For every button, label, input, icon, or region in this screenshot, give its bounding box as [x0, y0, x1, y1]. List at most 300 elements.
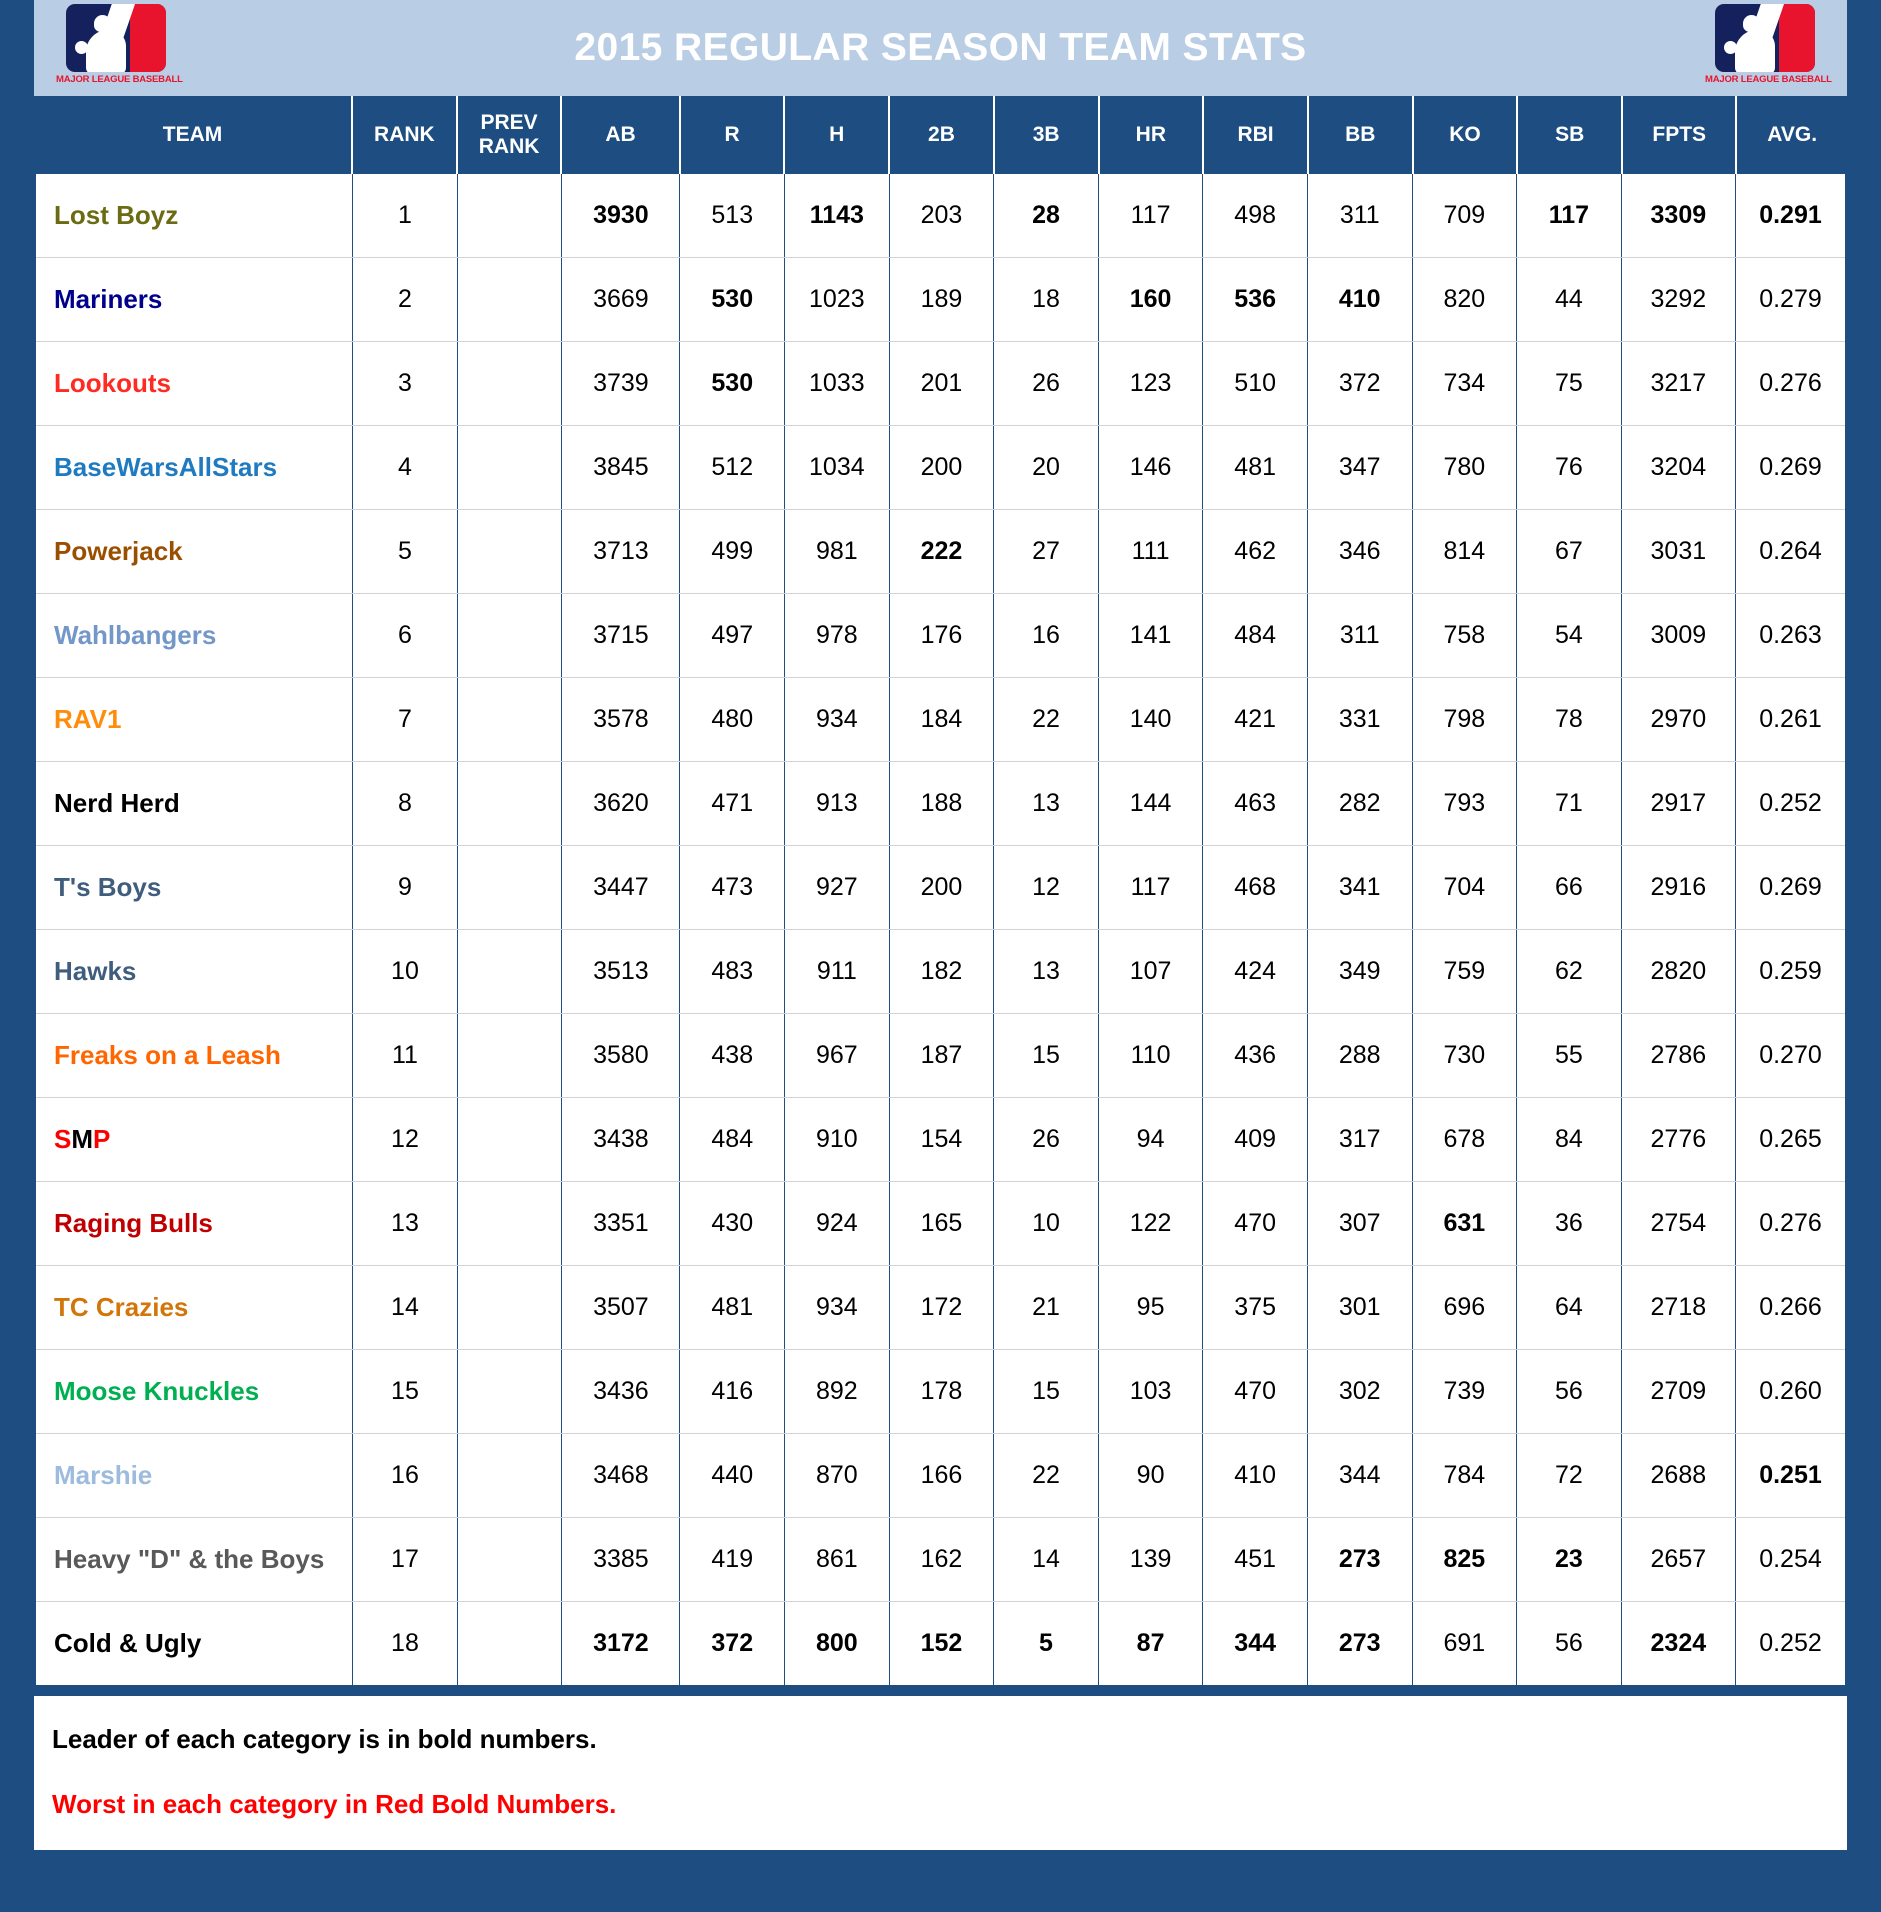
cell-r: 483: [680, 930, 785, 1014]
cell-fpts: 3309: [1621, 174, 1735, 258]
cell-bb: 307: [1307, 1182, 1412, 1266]
cell-r: 484: [680, 1098, 785, 1182]
cell-bb: 301: [1307, 1266, 1412, 1350]
cell-team-name: Mariners: [35, 258, 353, 342]
cell-sb: 36: [1517, 1182, 1622, 1266]
legend-leader-note: Leader of each category is in bold numbers.: [52, 1724, 597, 1754]
table-row: [35, 762, 1846, 846]
cell-fpts: 2917: [1621, 762, 1735, 846]
cell-team-name: Heavy "D" & the Boys: [35, 1518, 353, 1602]
cell-avg: 0.254: [1735, 1518, 1846, 1602]
cell-sb: 71: [1517, 762, 1622, 846]
cell-bb: 282: [1307, 762, 1412, 846]
cell-ab: 3578: [562, 678, 680, 762]
cell-sb: 84: [1517, 1098, 1622, 1182]
cell-h: 1143: [785, 174, 890, 258]
cell-b2: 182: [889, 930, 994, 1014]
cell-sb: 67: [1517, 510, 1622, 594]
page-title: 2015 REGULAR SEASON TEAM STATS: [574, 26, 1307, 69]
cell-avg: 0.270: [1735, 1014, 1846, 1098]
table-row: [35, 1266, 1846, 1350]
col-header-2b[interactable]: 2B: [889, 96, 994, 174]
cell-ab: 3580: [562, 1014, 680, 1098]
table-row: [35, 426, 1846, 510]
cell-rank: 2: [353, 258, 458, 342]
cell-b3: 26: [994, 1098, 1099, 1182]
cell-h: 913: [785, 762, 890, 846]
cell-r: 471: [680, 762, 785, 846]
cell-bb: 311: [1307, 594, 1412, 678]
cell-prev: [457, 846, 562, 930]
cell-ab: 3351: [562, 1182, 680, 1266]
cell-fpts: 2718: [1621, 1266, 1735, 1350]
col-header-prev-rank[interactable]: [457, 96, 562, 174]
cell-fpts: 2324: [1621, 1602, 1735, 1687]
cell-sb: 64: [1517, 1266, 1622, 1350]
cell-ab: 3447: [562, 846, 680, 930]
col-header-rank[interactable]: RANK: [352, 96, 457, 174]
cell-rbi: 510: [1203, 342, 1308, 426]
cell-fpts: 2776: [1621, 1098, 1735, 1182]
cell-sb: 78: [1517, 678, 1622, 762]
cell-sb: 117: [1517, 174, 1622, 258]
cell-rbi: 463: [1203, 762, 1308, 846]
cell-ko: 730: [1412, 1014, 1517, 1098]
cell-ko: 758: [1412, 594, 1517, 678]
cell-sb: 66: [1517, 846, 1622, 930]
cell-ko: 793: [1412, 762, 1517, 846]
cell-b3: 5: [994, 1602, 1099, 1687]
table-row: [35, 1098, 1846, 1182]
cell-hr: 160: [1098, 258, 1203, 342]
table-row: [35, 174, 1846, 258]
cell-b2: 154: [889, 1098, 994, 1182]
cell-r: 512: [680, 426, 785, 510]
cell-sb: 62: [1517, 930, 1622, 1014]
cell-rbi: 410: [1203, 1434, 1308, 1518]
cell-rbi: 468: [1203, 846, 1308, 930]
cell-h: 927: [785, 846, 890, 930]
cell-rank: 6: [353, 594, 458, 678]
cell-prev: [457, 930, 562, 1014]
cell-bb: 311: [1307, 174, 1412, 258]
cell-rank: 3: [353, 342, 458, 426]
cell-b3: 15: [994, 1014, 1099, 1098]
cell-b3: 26: [994, 342, 1099, 426]
cell-b2: 200: [889, 426, 994, 510]
cell-bb: 410: [1307, 258, 1412, 342]
cell-rbi: 451: [1203, 1518, 1308, 1602]
cell-hr: 140: [1098, 678, 1203, 762]
stats-table-body: [34, 174, 1847, 1687]
cell-r: 481: [680, 1266, 785, 1350]
cell-fpts: 2916: [1621, 846, 1735, 930]
cell-prev: [457, 1266, 562, 1350]
cell-sb: 75: [1517, 342, 1622, 426]
cell-ab: 3713: [562, 510, 680, 594]
cell-prev: [457, 1602, 562, 1687]
cell-b3: 15: [994, 1350, 1099, 1434]
stats-table-body-wrap: [34, 174, 1847, 1687]
cell-team-name: TC Crazies: [35, 1266, 353, 1350]
cell-r: 499: [680, 510, 785, 594]
cell-fpts: 2688: [1621, 1434, 1735, 1518]
cell-team-name: Powerjack: [35, 510, 353, 594]
cell-prev: [457, 1350, 562, 1434]
cell-h: 934: [785, 1266, 890, 1350]
mlb-logo-right-text: MAJOR LEAGUE BASEBALL: [1705, 74, 1832, 85]
cell-rank: 5: [353, 510, 458, 594]
cell-rbi: 462: [1203, 510, 1308, 594]
cell-fpts: 2970: [1621, 678, 1735, 762]
cell-hr: 146: [1098, 426, 1203, 510]
cell-rbi: 484: [1203, 594, 1308, 678]
cell-rbi: 470: [1203, 1350, 1308, 1434]
cell-ab: 3669: [562, 258, 680, 342]
cell-hr: 90: [1098, 1434, 1203, 1518]
table-row: [35, 1014, 1846, 1098]
cell-avg: 0.291: [1735, 174, 1846, 258]
col-header-r[interactable]: R: [680, 96, 785, 174]
cell-b3: 10: [994, 1182, 1099, 1266]
cell-rank: 9: [353, 846, 458, 930]
cell-ko: 739: [1412, 1350, 1517, 1434]
cell-hr: 117: [1098, 174, 1203, 258]
cell-b2: 201: [889, 342, 994, 426]
cell-team-name: Cold & Ugly: [35, 1602, 353, 1687]
cell-ko: 759: [1412, 930, 1517, 1014]
col-header-ko[interactable]: KO: [1413, 96, 1518, 174]
page-banner: [34, 0, 1847, 96]
cell-h: 967: [785, 1014, 890, 1098]
cell-r: 430: [680, 1182, 785, 1266]
cell-b3: 14: [994, 1518, 1099, 1602]
cell-ko: 704: [1412, 846, 1517, 930]
cell-b2: 188: [889, 762, 994, 846]
cell-fpts: 2820: [1621, 930, 1735, 1014]
cell-prev: [457, 510, 562, 594]
cell-avg: 0.252: [1735, 762, 1846, 846]
cell-hr: 103: [1098, 1350, 1203, 1434]
cell-h: 981: [785, 510, 890, 594]
cell-b2: 162: [889, 1518, 994, 1602]
cell-sb: 54: [1517, 594, 1622, 678]
cell-ko: 709: [1412, 174, 1517, 258]
cell-h: 1023: [785, 258, 890, 342]
cell-hr: 123: [1098, 342, 1203, 426]
cell-h: 978: [785, 594, 890, 678]
cell-rank: 4: [353, 426, 458, 510]
cell-b2: 200: [889, 846, 994, 930]
cell-r: 530: [680, 258, 785, 342]
cell-team-name: Nerd Herd: [35, 762, 353, 846]
cell-bb: 273: [1307, 1602, 1412, 1687]
col-header-fpts[interactable]: FPTS: [1622, 96, 1736, 174]
cell-b3: 22: [994, 678, 1099, 762]
cell-prev: [457, 1518, 562, 1602]
cell-avg: 0.279: [1735, 258, 1846, 342]
cell-rbi: 375: [1203, 1266, 1308, 1350]
cell-avg: 0.265: [1735, 1098, 1846, 1182]
cell-h: 911: [785, 930, 890, 1014]
cell-sb: 55: [1517, 1014, 1622, 1098]
cell-avg: 0.259: [1735, 930, 1846, 1014]
cell-bb: 349: [1307, 930, 1412, 1014]
col-header-3b[interactable]: 3B: [994, 96, 1099, 174]
col-header-rbi[interactable]: RBI: [1203, 96, 1308, 174]
cell-h: 892: [785, 1350, 890, 1434]
cell-bb: 288: [1307, 1014, 1412, 1098]
cell-rank: 1: [353, 174, 458, 258]
cell-r: 513: [680, 174, 785, 258]
cell-r: 480: [680, 678, 785, 762]
cell-b3: 22: [994, 1434, 1099, 1518]
cell-prev: [457, 342, 562, 426]
cell-bb: 344: [1307, 1434, 1412, 1518]
col-header-sb[interactable]: SB: [1517, 96, 1622, 174]
cell-rank: 16: [353, 1434, 458, 1518]
cell-ko: 798: [1412, 678, 1517, 762]
cell-r: 438: [680, 1014, 785, 1098]
cell-h: 910: [785, 1098, 890, 1182]
cell-avg: 0.263: [1735, 594, 1846, 678]
cell-h: 861: [785, 1518, 890, 1602]
cell-bb: 341: [1307, 846, 1412, 930]
cell-bb: 347: [1307, 426, 1412, 510]
col-header-ab[interactable]: AB: [561, 96, 679, 174]
cell-r: 440: [680, 1434, 785, 1518]
cell-avg: 0.260: [1735, 1350, 1846, 1434]
col-header-hr[interactable]: HR: [1099, 96, 1204, 174]
cell-b2: 184: [889, 678, 994, 762]
cell-fpts: 3009: [1621, 594, 1735, 678]
table-row: [35, 1182, 1846, 1266]
cell-r: 416: [680, 1350, 785, 1434]
cell-rank: 8: [353, 762, 458, 846]
cell-ab: 3436: [562, 1350, 680, 1434]
cell-team-name: RAV1: [35, 678, 353, 762]
cell-rbi: 344: [1203, 1602, 1308, 1687]
cell-sb: 56: [1517, 1350, 1622, 1434]
cell-b2: 187: [889, 1014, 994, 1098]
cell-prev: [457, 678, 562, 762]
cell-avg: 0.264: [1735, 510, 1846, 594]
table-row: [35, 1434, 1846, 1518]
cell-b3: 21: [994, 1266, 1099, 1350]
cell-h: 924: [785, 1182, 890, 1266]
col-header-bb[interactable]: BB: [1308, 96, 1413, 174]
cell-rank: 14: [353, 1266, 458, 1350]
cell-prev: [457, 258, 562, 342]
cell-rank: 15: [353, 1350, 458, 1434]
cell-b2: 152: [889, 1602, 994, 1687]
cell-rbi: 536: [1203, 258, 1308, 342]
cell-b2: 222: [889, 510, 994, 594]
col-header-team[interactable]: TEAM: [34, 96, 352, 174]
cell-rank: 17: [353, 1518, 458, 1602]
cell-bb: 346: [1307, 510, 1412, 594]
cell-prev: [457, 1182, 562, 1266]
cell-bb: 372: [1307, 342, 1412, 426]
cell-ko: 820: [1412, 258, 1517, 342]
cell-team-name: T's Boys: [35, 846, 353, 930]
cell-avg: 0.269: [1735, 846, 1846, 930]
cell-b2: 203: [889, 174, 994, 258]
cell-hr: 110: [1098, 1014, 1203, 1098]
cell-rbi: 421: [1203, 678, 1308, 762]
table-row: [35, 846, 1846, 930]
cell-sb: 23: [1517, 1518, 1622, 1602]
cell-h: 1033: [785, 342, 890, 426]
cell-team-name: Raging Bulls: [35, 1182, 353, 1266]
cell-team-name: Hawks: [35, 930, 353, 1014]
cell-b3: 18: [994, 258, 1099, 342]
cell-hr: 94: [1098, 1098, 1203, 1182]
table-row: [35, 342, 1846, 426]
cell-b3: 13: [994, 930, 1099, 1014]
cell-team-name: Lost Boyz: [35, 174, 353, 258]
cell-team-name: Freaks on a Leash: [35, 1014, 353, 1098]
cell-team-name: Marshie: [35, 1434, 353, 1518]
cell-rank: 11: [353, 1014, 458, 1098]
cell-hr: 139: [1098, 1518, 1203, 1602]
cell-r: 419: [680, 1518, 785, 1602]
cell-fpts: 2709: [1621, 1350, 1735, 1434]
stats-table-header: [34, 96, 1847, 174]
cell-prev: [457, 762, 562, 846]
cell-ab: 3172: [562, 1602, 680, 1687]
col-header-avg[interactable]: AVG.: [1736, 96, 1847, 174]
cell-ab: 3468: [562, 1434, 680, 1518]
cell-prev: [457, 426, 562, 510]
cell-ab: 3385: [562, 1518, 680, 1602]
cell-rbi: 481: [1203, 426, 1308, 510]
cell-b3: 16: [994, 594, 1099, 678]
cell-fpts: 3217: [1621, 342, 1735, 426]
cell-rank: 13: [353, 1182, 458, 1266]
cell-b3: 20: [994, 426, 1099, 510]
mlb-logo-right-icon: [1705, 2, 1832, 94]
cell-ab: 3438: [562, 1098, 680, 1182]
cell-b3: 12: [994, 846, 1099, 930]
cell-ab: 3930: [562, 174, 680, 258]
cell-team-name: Lookouts: [35, 342, 353, 426]
cell-ko: 691: [1412, 1602, 1517, 1687]
cell-hr: 87: [1098, 1602, 1203, 1687]
table-row: [35, 1518, 1846, 1602]
cell-prev: [457, 174, 562, 258]
cell-avg: 0.276: [1735, 1182, 1846, 1266]
cell-bb: 273: [1307, 1518, 1412, 1602]
cell-sb: 44: [1517, 258, 1622, 342]
cell-h: 870: [785, 1434, 890, 1518]
table-row: [35, 930, 1846, 1014]
cell-rank: 12: [353, 1098, 458, 1182]
cell-b3: 28: [994, 174, 1099, 258]
cell-rbi: 470: [1203, 1182, 1308, 1266]
cell-h: 800: [785, 1602, 890, 1687]
cell-bb: 302: [1307, 1350, 1412, 1434]
col-header-h[interactable]: H: [784, 96, 889, 174]
cell-sb: 56: [1517, 1602, 1622, 1687]
mlb-logo-left-text: MAJOR LEAGUE BASEBALL: [56, 74, 183, 85]
cell-r: 372: [680, 1602, 785, 1687]
cell-b2: 178: [889, 1350, 994, 1434]
cell-hr: 111: [1098, 510, 1203, 594]
table-row: [35, 1602, 1846, 1687]
table-row: [35, 510, 1846, 594]
cell-team-name: Moose Knuckles: [35, 1350, 353, 1434]
col-header-prev-rank-line2: RANK: [478, 135, 540, 158]
legend-notes: [34, 1696, 1847, 1850]
cell-ab: 3513: [562, 930, 680, 1014]
cell-team-name: BaseWarsAllStars: [35, 426, 353, 510]
cell-rbi: 409: [1203, 1098, 1308, 1182]
cell-bb: 331: [1307, 678, 1412, 762]
col-header-prev-rank-line1: PREV: [480, 111, 538, 135]
cell-avg: 0.269: [1735, 426, 1846, 510]
table-row: [35, 258, 1846, 342]
cell-ko: 734: [1412, 342, 1517, 426]
cell-avg: 0.252: [1759, 1629, 1822, 1657]
cell-avg: 0.261: [1735, 678, 1846, 762]
cell-b2: 176: [889, 594, 994, 678]
cell-rbi: 436: [1203, 1014, 1308, 1098]
cell-fpts: 2657: [1621, 1518, 1735, 1602]
cell-ko: 678: [1412, 1098, 1517, 1182]
cell-b3: 13: [994, 762, 1099, 846]
cell-h: 1034: [785, 426, 890, 510]
cell-ko: 696: [1412, 1266, 1517, 1350]
cell-hr: 122: [1098, 1182, 1203, 1266]
cell-prev: [457, 594, 562, 678]
cell-avg: 0.266: [1735, 1266, 1846, 1350]
cell-ab: 3739: [562, 342, 680, 426]
cell-prev: [457, 1014, 562, 1098]
cell-ab: 3715: [562, 594, 680, 678]
cell-fpts: 3031: [1621, 510, 1735, 594]
legend-worst-note: Worst in each category in Red Bold Numbers.: [52, 1789, 617, 1819]
cell-sb: 72: [1517, 1434, 1622, 1518]
table-row: [35, 594, 1846, 678]
cell-hr: 141: [1098, 594, 1203, 678]
cell-ko: 784: [1412, 1434, 1517, 1518]
cell-r: 497: [680, 594, 785, 678]
cell-b3: 27: [994, 510, 1099, 594]
cell-hr: 95: [1098, 1266, 1203, 1350]
cell-bb: 317: [1307, 1098, 1412, 1182]
cell-rbi: 424: [1203, 930, 1308, 1014]
cell-ko: 631: [1412, 1182, 1517, 1266]
cell-hr: 144: [1098, 762, 1203, 846]
cell-prev: [457, 1098, 562, 1182]
cell-rbi: 498: [1203, 174, 1308, 258]
cell-avg: 0.276: [1735, 342, 1846, 426]
cell-fpts: 2786: [1621, 1014, 1735, 1098]
cell-hr: 107: [1098, 930, 1203, 1014]
cell-h: 934: [785, 678, 890, 762]
cell-ko: 825: [1412, 1518, 1517, 1602]
cell-b2: 166: [889, 1434, 994, 1518]
cell-rank: 10: [353, 930, 458, 1014]
cell-fpts: 3292: [1621, 258, 1735, 342]
cell-avg: 0.251: [1735, 1434, 1846, 1518]
cell-team-name: Wahlbangers: [35, 594, 353, 678]
cell-ab: 3845: [562, 426, 680, 510]
cell-b2: 172: [889, 1266, 994, 1350]
cell-ko: 780: [1412, 426, 1517, 510]
cell-rank: 18: [353, 1602, 458, 1687]
